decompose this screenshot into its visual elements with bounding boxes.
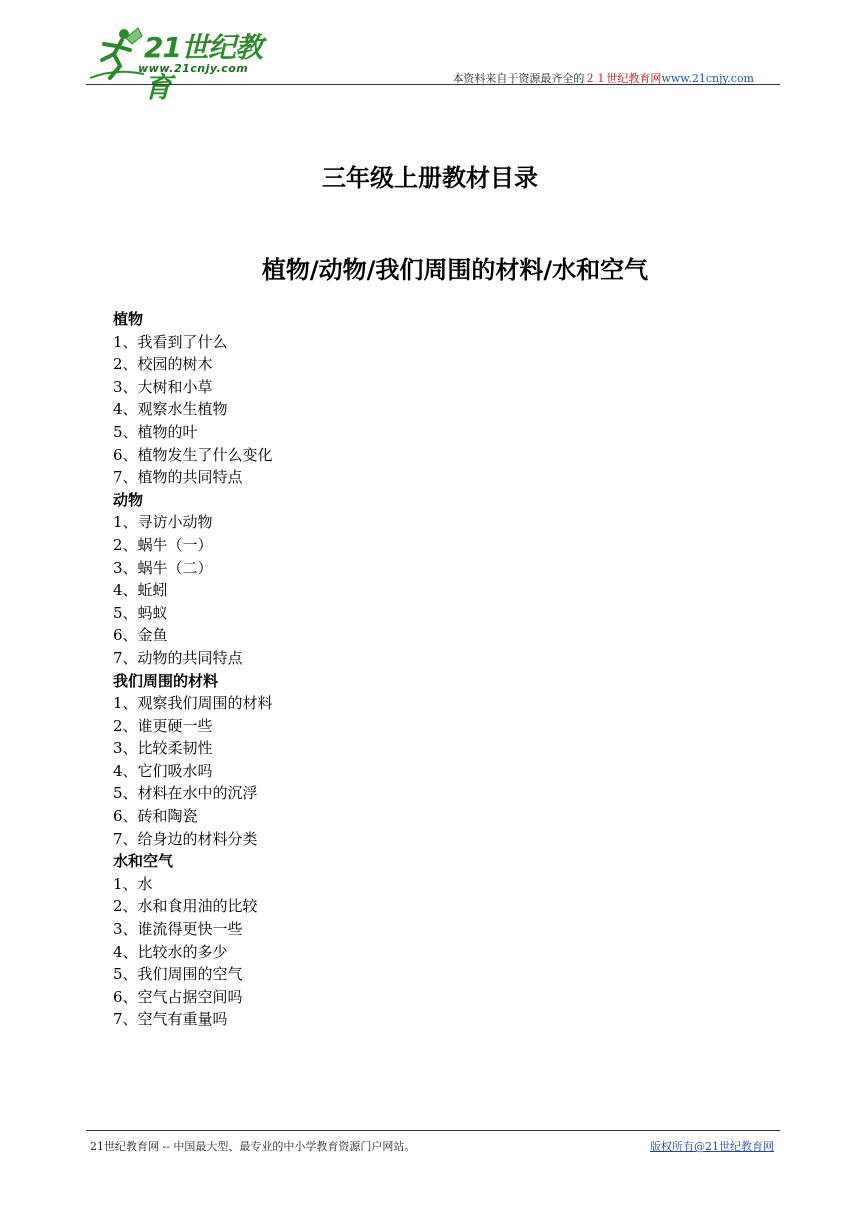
- header-note-prefix: 本资料来自于资源最齐全的: [452, 72, 585, 85]
- lesson-item: 4、它们吸水吗: [113, 761, 213, 780]
- lesson-item: 5、植物的叶: [113, 422, 198, 441]
- lesson-item: 3、谁流得更快一些: [113, 920, 243, 939]
- lesson-item: 1、寻访小动物: [113, 513, 213, 532]
- runner-icon: [86, 24, 146, 84]
- lesson-item: 6、空气占据空间吗: [113, 987, 243, 1006]
- lesson-item: 3、比较柔韧性: [113, 739, 213, 758]
- lesson-item: 7、动物的共同特点: [113, 648, 243, 667]
- table-of-contents: [113, 308, 273, 1031]
- lesson-item: 2、谁更硬一些: [113, 716, 213, 735]
- lesson-item: 3、蜗牛（二）: [113, 558, 213, 577]
- lesson-item: 7、空气有重量吗: [113, 1010, 228, 1029]
- lesson-item: 5、材料在水中的沉浮: [113, 784, 258, 803]
- lesson-item: 6、植物发生了什么变化: [113, 445, 273, 464]
- lesson-item: 6、砖和陶瓷: [113, 807, 198, 826]
- unit-heading: 动物: [113, 490, 144, 509]
- logo-text: 21世纪教育: [144, 31, 262, 104]
- footer-text: 21世纪教育网 -- 中国最大型、最专业的中小学教育资源门户网站。: [90, 1140, 416, 1153]
- lesson-item: 2、蜗牛（一）: [113, 535, 213, 554]
- lesson-item: 7、植物的共同特点: [113, 468, 243, 487]
- copyright-link[interactable]: 版权所有@21世纪教育网: [650, 1140, 774, 1153]
- lesson-item: 1、观察我们周围的材料: [113, 694, 273, 713]
- lesson-item: 7、给身边的材料分类: [113, 829, 258, 848]
- header-note-site[interactable]: ２１世纪教育网: [584, 72, 662, 85]
- header-note-url[interactable]: www.21cnjy.com: [661, 72, 754, 85]
- lesson-item: 5、我们周围的空气: [113, 965, 243, 984]
- page-subtitle: 植物/动物/我们周围的材料/水和空气: [261, 256, 649, 284]
- lesson-item: 5、蚂蚁: [113, 603, 168, 622]
- unit-heading: 水和空气: [113, 852, 174, 871]
- unit-heading: 植物: [113, 310, 144, 328]
- site-logo[interactable]: [86, 24, 286, 104]
- page-header: [86, 24, 780, 104]
- lesson-item: 3、大树和小草: [113, 377, 213, 396]
- lesson-item: 4、比较水的多少: [113, 942, 228, 961]
- header-divider: [86, 84, 780, 85]
- lesson-item: 1、我看到了什么: [113, 332, 228, 351]
- lesson-item: 2、水和食用油的比较: [113, 897, 258, 916]
- lesson-item: 4、蚯蚓: [113, 581, 168, 600]
- unit-heading: 我们周围的材料: [113, 671, 219, 690]
- lesson-item: 6、金鱼: [113, 626, 168, 645]
- lesson-item: 4、观察水生植物: [113, 400, 228, 419]
- lesson-item: 1、水: [113, 874, 153, 893]
- page-title: 三年级上册教材目录: [322, 164, 538, 192]
- lesson-item: 2、校园的树木: [113, 355, 213, 374]
- footer-divider: [86, 1130, 780, 1131]
- logo-url: www.21cnjy.com: [138, 62, 249, 75]
